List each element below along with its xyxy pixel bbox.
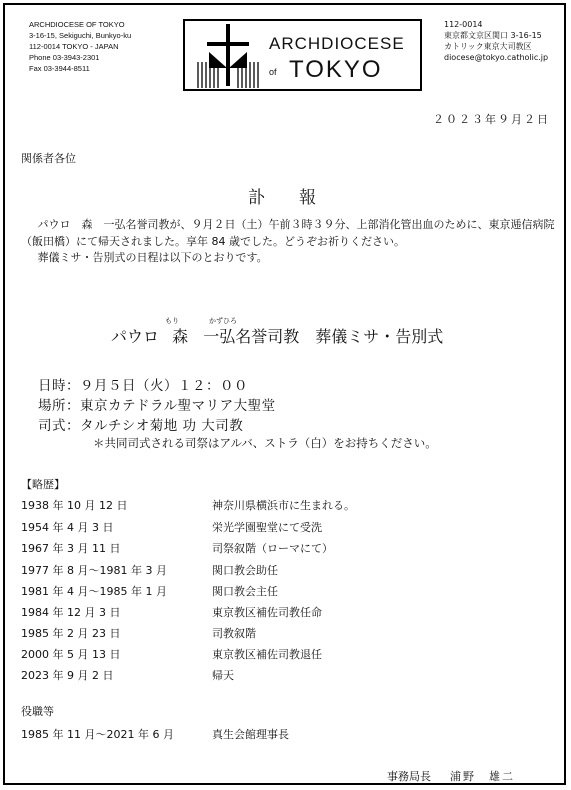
career-event: 栄光学園聖堂にて受洗 xyxy=(212,521,322,534)
career-event: 東京教区補佐司教退任 xyxy=(212,648,322,661)
funeral-datetime: 日時：９月５日（火）１２：００ xyxy=(38,378,248,394)
document-date: ２０２３年９月２日 xyxy=(433,113,550,126)
career-date: 1967 年 3 月 11 日 xyxy=(21,542,121,555)
position-date: 1985 年 11 月〜2021 年 6 月 xyxy=(21,728,174,741)
career-event: 帰天 xyxy=(212,669,234,682)
address-line: 東京都文京区関口 3-16-15 xyxy=(444,31,542,40)
logo-text-of: of xyxy=(269,67,277,77)
position-title: 真生会館理事長 xyxy=(212,728,289,741)
email-address: diocese@tokyo.catholic.jp xyxy=(444,53,549,62)
notice-title: 訃 報 xyxy=(248,188,316,208)
address-line: カトリック東京大司教区 xyxy=(444,42,532,51)
address-line: 112-0014 TOKYO - JAPAN xyxy=(29,42,119,51)
career-event: 関口教会主任 xyxy=(212,585,278,598)
career-date: 1985 年 2 月 23 日 xyxy=(21,627,121,640)
career-event: 神奈川県横浜市に生まれる。 xyxy=(212,499,355,512)
career-date: 1938 年 10 月 12 日 xyxy=(21,499,128,512)
signatory-name: 浦野 雄二 xyxy=(450,770,515,783)
career-date: 2000 年 5 月 13 日 xyxy=(21,648,121,661)
cross-book-emblem-icon xyxy=(189,22,267,90)
ruby-mori: もり xyxy=(165,317,179,325)
signatory-role: 事務局長 xyxy=(387,770,431,783)
logo-text-tokyo: TOKYO xyxy=(289,56,383,83)
english-address-block xyxy=(29,19,131,74)
body-paragraph: パウロ 森 一弘名誉司教が、９月２日（土）午前３時３９分、上部消化管出血のために、東京逓信病院（飯田橋）にて帰天されました。享年 84 歳でした。どうぞお祈りください。 xyxy=(21,218,555,248)
career-date: 2023 年 9 月 2 日 xyxy=(21,669,114,682)
career-heading: 【略歴】 xyxy=(21,478,65,491)
funeral-celebrant: 司式：タルチシオ菊地 功 大司教 xyxy=(38,418,244,434)
funeral-title-part: 森 xyxy=(172,327,189,346)
funeral-place: 場所：東京カテドラル聖マリア大聖堂 xyxy=(38,398,276,414)
funeral-title-part: 一弘名誉司教 葬儀ミサ・告別式 xyxy=(203,327,444,346)
archdiocese-logo xyxy=(183,19,422,91)
career-event: 司祭叙階（ローマにて） xyxy=(212,542,333,555)
career-date: 1954 年 4 月 3 日 xyxy=(21,521,114,534)
logo-text-archdiocese: ARCHDIOCESE xyxy=(269,34,405,53)
address-line: Fax 03-3944-8511 xyxy=(29,64,90,73)
career-event: 東京教区補佐司教任命 xyxy=(212,606,322,619)
notice-body xyxy=(21,217,555,267)
positions-heading: 役職等 xyxy=(21,705,54,718)
funeral-title xyxy=(111,324,443,347)
body-paragraph: 葬儀ミサ・告別式の日程は以下のとおりです。 xyxy=(37,251,268,264)
ruby-kazuhiro: かずひろ xyxy=(209,317,237,325)
japanese-address-block xyxy=(444,19,548,63)
address-line: 3-16-15, Sekiguchi, Bunkyo-ku xyxy=(29,31,132,40)
address-line: ARCHDIOCESE OF TOKYO xyxy=(29,20,125,29)
career-date: 1977 年 8 月〜1981 年 3 月 xyxy=(21,564,167,577)
addressee: 関係者各位 xyxy=(21,152,76,165)
funeral-note: ＊共同司式される司祭はアルバ、ストラ（白）をお持ちください。 xyxy=(93,436,437,450)
career-event: 関口教会助任 xyxy=(212,564,278,577)
career-date: 1981 年 4 月〜1985 年 1 月 xyxy=(21,585,167,598)
career-event: 司教叙階 xyxy=(212,627,256,640)
career-date: 1984 年 12 月 3 日 xyxy=(21,606,121,619)
address-line: Phone 03-3943-2301 xyxy=(29,53,100,62)
funeral-title-part: パウロ xyxy=(111,327,160,346)
address-line: 112-0014 xyxy=(444,20,483,29)
notice-page xyxy=(3,3,566,785)
